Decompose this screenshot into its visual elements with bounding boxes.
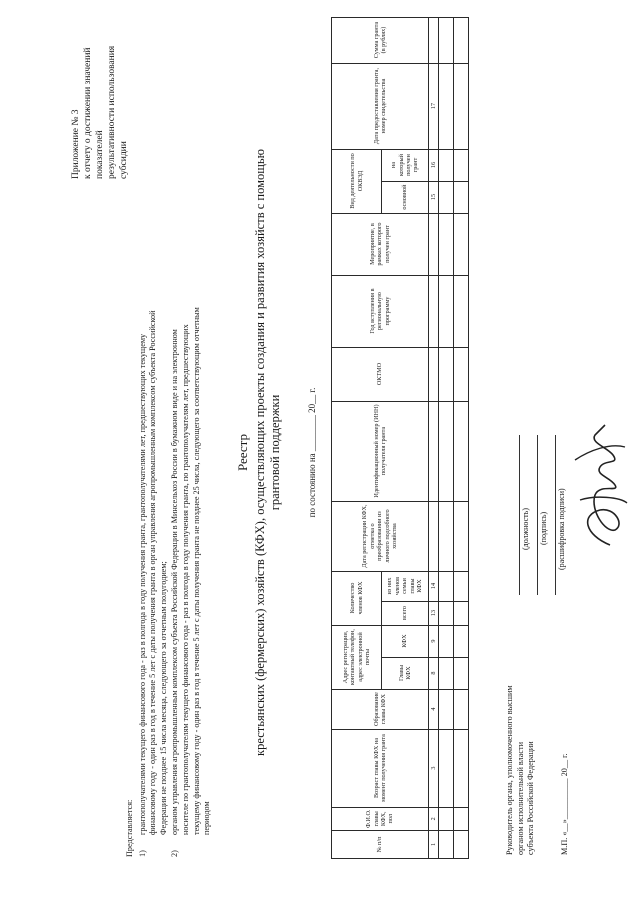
appendix-title: Приложение № 3 — [71, 109, 81, 179]
column-number-empty — [429, 347, 439, 401]
col-inn: Идентификационный номер (ИНН) получателя гранта — [332, 401, 429, 501]
registry-table — [331, 17, 469, 859]
column-number: 1 — [429, 831, 439, 859]
empty-row — [454, 17, 469, 858]
col-members: Количество членов КФХ — [332, 571, 382, 625]
column-number: 8 — [429, 657, 439, 689]
sign-caption: (подпись) — [539, 511, 548, 545]
empty-row — [439, 17, 454, 858]
handwritten-signature — [565, 405, 635, 555]
column-number-empty — [429, 17, 439, 63]
column-number: 14 — [429, 571, 439, 601]
col-year: Год вступления в региональную программу — [332, 275, 429, 347]
presented-item — [138, 297, 170, 857]
column-number-empty — [429, 401, 439, 501]
column-number: 4 — [429, 689, 439, 729]
header-row — [332, 17, 382, 858]
col-sum: Сумма гранта (в рублях) — [332, 17, 429, 63]
column-numbers-row — [429, 17, 439, 858]
item-number: 2) — [170, 850, 180, 857]
position-line — [519, 435, 520, 595]
column-number: 16 — [429, 149, 439, 181]
presented-heading: Представляется: — [125, 799, 134, 857]
column-number: 17 — [429, 63, 439, 149]
col-event: Мероприятие, в рамках которого получен грант — [332, 213, 429, 275]
column-number: 2 — [429, 807, 439, 830]
item-number: 1) — [137, 850, 147, 857]
item-text: органом управления агропромышленным комплексом субъекта Российской Федерации в Минсельхоз России в бумажном виде и на электронном носителе по грантополучателям текущего финансового года - раз в полгода в году получения гранта, по грантополучателям лет, предшествующих текущему финансовому году - один раз в год в течение 5 лет с даты получения гранта не позднее 25 числа, следующего за соответствующим отчетным периодом — [170, 307, 212, 835]
stamp-date-line: М.П. «__»__________ 20__ г. — [560, 753, 569, 855]
registry-subtitle — [253, 0, 283, 905]
col-okved-main: основной — [382, 181, 429, 213]
presented-block — [125, 297, 213, 857]
col-okved-grant: на который получен грант — [382, 149, 429, 181]
appendix-line: результативности использования — [107, 45, 117, 179]
appendix-line: субсидии — [119, 141, 129, 179]
column-number: 15 — [429, 181, 439, 213]
sign-line — [537, 435, 538, 595]
column-number: 9 — [429, 625, 439, 657]
col-registration: Дата регистрации КФХ, отметка о преобразовании из личного подсобного хозяйства — [332, 501, 429, 571]
as-of-date: по состоянию на ________ 20__ г. — [307, 387, 317, 518]
col-okved: Вид деятельности по ОКВЭД — [332, 149, 382, 213]
subtitle-line: грантовой поддержки — [268, 394, 282, 511]
column-number-empty — [429, 501, 439, 571]
signature-line: Руководитель органа, уполномоченного высшим — [505, 685, 514, 855]
col-num: № п/п — [332, 831, 429, 859]
column-number-empty — [429, 213, 439, 275]
column-number: 3 — [429, 729, 439, 807]
signature-block — [505, 685, 537, 855]
column-number: 13 — [429, 601, 439, 625]
col-address: Адрес регистрации, контактный телефон, адрес электронной почты — [332, 625, 382, 689]
col-fio: Ф.И.О. главы КФХ, пол — [332, 807, 429, 830]
col-education: Образование главы КФХ — [332, 689, 429, 729]
col-members-total: всего — [382, 601, 429, 625]
registry-title: Реестр — [235, 433, 250, 472]
col-members-family: из них членов семьи главы КФХ — [382, 571, 429, 601]
column-number-empty — [429, 275, 439, 347]
col-grant-date: Дата предоставления гранта, номер свидетельства — [332, 63, 429, 149]
col-addr-head: Главы КФХ — [382, 657, 429, 689]
appendix-line: к отчету о достижении значений показателей — [83, 47, 105, 179]
appendix-block — [70, 9, 130, 179]
item-text: грантополучателями текущего финансового года - раз в полгода в году получения гранта, грантополучателями лет, предшествующих текущему финансовому году - один раз в год в течение 5 лет с даты получения гранта в орган управления агропромышленным комплексом субъекта Российской Федерации не позднее 15 числа месяца, следующего за отчетным полугодием; — [137, 310, 168, 835]
signature-line: органом исполнительной власти — [515, 742, 525, 855]
presented-item — [170, 297, 212, 857]
signature-line: субъекта Российской Федерации — [526, 741, 536, 855]
col-age: Возраст главы КФХ на момент получения гранта — [332, 729, 429, 807]
col-oktmo: ОКТМО — [332, 347, 429, 401]
position-caption: (должность) — [521, 508, 530, 550]
col-addr-kfh: КФХ — [382, 625, 429, 657]
subtitle-line: крестьянских (фермерских) хозяйств (КФХ), осуществляющих проекты создания и развития хозяйств с помощью — [253, 149, 267, 756]
name-caption: (расшифровка подписи) — [557, 488, 566, 570]
name-line — [555, 435, 556, 595]
